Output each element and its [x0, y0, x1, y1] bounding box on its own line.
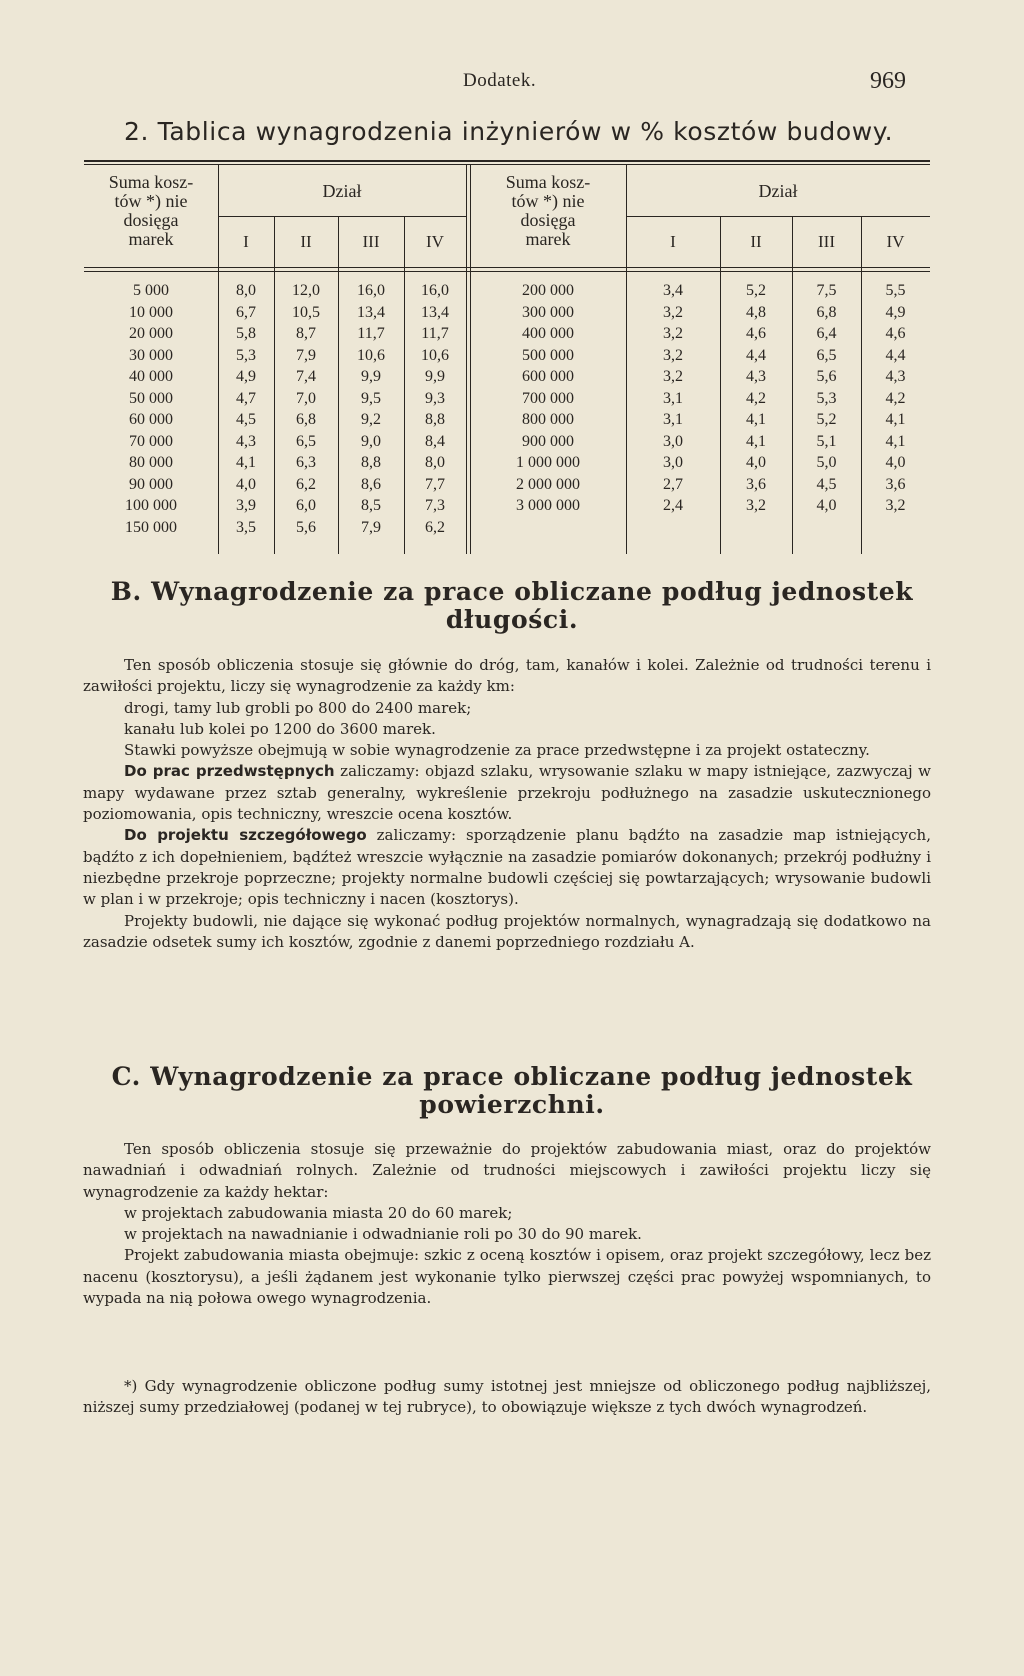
right-table-cell: 5,2 — [816, 411, 837, 428]
header-dzial-right: Dział — [758, 181, 798, 201]
right-table-cell: 4,2 — [746, 389, 766, 407]
right-table-cell: 4,2 — [885, 389, 906, 407]
paragraph-text: zaliczamy: sporządzenie planu bądźto na zasadzie map istniejących, bądźto z ich dopełnieniem, bądźteż wreszcie wyłącznie na zasadzie pomiarów dokonanych; przekrój podłużny i niezbędne przekroje poprzeczne; projekty normalne budowli częściej się powtarzających; wrysowanie budowli w plan i w przekroje; opis techniczny i nacen (kosztorys). — [83, 826, 931, 909]
right-table-cell: 300 000 — [522, 303, 574, 321]
left-table-cell: 7,9 — [296, 346, 316, 364]
paragraph: Projekt zabudowania miasta obejmuje: szkic z oceną kosztów i opisem, oraz projekt szczegółowy, lecz bez nacenu (kosztorysu), a jeśli żądanem jest wykonanie tylko pierwszej części prac powyżej wspomnianych, to wypada na nią połowa owego wynagrodzenia. — [83, 1246, 931, 1308]
right-table-cell: 4,8 — [746, 303, 766, 321]
list-item: kanału lub kolei po 1200 do 3600 marek. — [124, 719, 436, 738]
header-suma-line: Suma kosz- — [108, 172, 194, 192]
right-table-cell: 3,2 — [663, 303, 683, 321]
left-table-cell: 11,7 — [357, 325, 385, 342]
right-table-cell: 4,1 — [746, 432, 766, 450]
list-item: w projektach zabudowania miasta 20 do 60 marek; — [124, 1203, 513, 1222]
left-table-cell: 16,0 — [357, 282, 385, 299]
left-table-cell: 8,5 — [361, 497, 381, 514]
section-b-body — [83, 655, 931, 953]
header-suma-line: Suma kosz- — [505, 172, 591, 192]
left-table-cell: 7,7 — [425, 475, 445, 493]
paragraph: Projekty budowli, nie dające się wykonać podług projektów normalnych, wynagradzają się dodatkowo na zasadzie odsetek sumy ich kosztów, zgodnie z danemi poprzedniego rozdziału A. — [83, 911, 931, 951]
header-suma-line: marek — [128, 229, 174, 249]
right-table-cell: 5,1 — [816, 432, 837, 450]
left-table-cell: 8,0 — [425, 454, 445, 471]
left-table-cell: 8,8 — [425, 411, 445, 428]
right-table-cell: 4,3 — [746, 368, 766, 385]
left-table-cell: 4,7 — [236, 389, 256, 407]
left-table-cell: 4,5 — [236, 411, 256, 428]
header-col-III: III — [818, 232, 835, 251]
left-table-cell: 50 000 — [129, 389, 173, 407]
section-b-heading-line: B. Wynagrodzenie za prace obliczane podług jednostek — [110, 577, 914, 606]
left-table-cell: 6,8 — [296, 411, 316, 428]
right-table-cell: 800 000 — [522, 411, 574, 428]
header-sub-rule-left — [218, 216, 466, 217]
right-table-cell: 3,6 — [746, 475, 766, 493]
left-table-cell: 4,9 — [236, 368, 256, 385]
left-table-cell: 6,3 — [296, 454, 316, 471]
header-col-II: II — [750, 232, 762, 251]
left-table-cell: 60 000 — [129, 411, 173, 428]
left-table-cell: 40 000 — [129, 368, 173, 385]
header-suma-line: marek — [525, 229, 571, 249]
right-table-cell: 4,1 — [746, 411, 766, 428]
header-col-I: I — [670, 232, 676, 251]
header-dzial-left: Dział — [322, 181, 362, 201]
paragraph-text: zaliczamy: objazd szlaku, wrysowanie szlaku w mapy istniejące, zazwyczaj w mapy wydawane przez sztab generalny, wykreślenie przekroju podłużnego na zasadzie uskutecznionego poziomowania, opis techniczny, wreszcie ocena kosztów. — [83, 762, 931, 824]
left-table-cell: 8,6 — [361, 475, 381, 493]
left-table-cell: 6,2 — [425, 518, 445, 536]
left-table-cell: 6,2 — [296, 475, 316, 493]
left-table-cell: 80 000 — [129, 454, 173, 471]
table-title: 2. Tablica wynagrodzenia inżynierów w % kosztów budowy. — [124, 117, 894, 146]
paragraph: Stawki powyższe obejmują w sobie wynagrodzenie za prace przedwstępne i za projekt ostateczny. — [124, 741, 870, 760]
section-c-heading-line: C. Wynagrodzenie za prace obliczane podług jednostek — [111, 1062, 913, 1091]
fee-table — [84, 160, 930, 556]
left-table-cell: 8,4 — [425, 432, 445, 450]
left-table-cell: 9,5 — [361, 389, 381, 407]
header-suma-right — [470, 173, 626, 249]
left-table-cell: 4,1 — [236, 454, 256, 471]
right-table-cell: 3,2 — [663, 325, 683, 342]
header-bottom-rule — [84, 267, 930, 268]
right-table-cell: 3,4 — [663, 282, 683, 299]
left-table-cell: 5,8 — [236, 325, 256, 342]
left-table-cell: 70 000 — [129, 432, 173, 450]
right-table-cell: 200 000 — [522, 282, 574, 299]
header-col-II: II — [300, 232, 312, 251]
running-head — [0, 70, 1024, 98]
right-table-cell: 3,2 — [663, 346, 683, 364]
right-table-cell: 4,9 — [885, 303, 906, 321]
right-table-cell: 4,1 — [885, 432, 906, 450]
right-table-cell: 1 000 000 — [516, 454, 580, 471]
right-table-cell: 4,3 — [885, 368, 906, 385]
header-col-I: I — [243, 232, 249, 251]
left-table-cell: 4,3 — [236, 432, 256, 450]
right-table-cell: 5,0 — [816, 454, 837, 471]
left-table-cell: 13,4 — [357, 303, 385, 321]
right-table-cell: 4,0 — [885, 454, 906, 471]
paragraph — [83, 825, 931, 910]
left-table-cell: 4,0 — [236, 475, 256, 493]
right-table-cell: 3,6 — [885, 475, 906, 493]
footnote — [83, 1376, 931, 1418]
left-table-cell: 10,6 — [421, 346, 449, 364]
left-table-cell: 9,3 — [425, 389, 445, 407]
right-table-cell: 5,2 — [746, 282, 766, 299]
header-col-IV: IV — [886, 232, 905, 251]
left-table-cell: 5 000 — [133, 282, 169, 299]
header-suma-line: tów *) nie — [114, 191, 188, 211]
right-table-cell: 5,3 — [816, 389, 837, 407]
right-table-cell: 6,5 — [816, 346, 837, 364]
col-divider — [466, 164, 467, 554]
right-table-cell: 5,6 — [816, 368, 837, 385]
page-number: 969 — [870, 68, 906, 94]
section-b-heading-line: długości. — [445, 605, 579, 634]
right-table-cell: 3,2 — [663, 368, 683, 385]
left-table-cell: 7,0 — [296, 389, 316, 407]
left-table-cell: 7,9 — [361, 518, 381, 536]
paragraph — [83, 761, 931, 825]
right-table-cell: 4,0 — [816, 497, 837, 514]
run-in-label: Do projektu szczegółowego — [124, 826, 367, 845]
left-table-cell: 10,5 — [292, 303, 320, 321]
right-table-cell: 7,5 — [816, 282, 837, 299]
list-item: drogi, tamy lub grobli po 800 do 2400 marek; — [124, 698, 472, 717]
right-table-cell: 4,5 — [816, 475, 837, 493]
left-table-cell: 6,5 — [296, 432, 316, 450]
paragraph: Ten sposób obliczenia stosuje się przeważnie do projektów zabudowania miast, oraz do projektów nawadniań i odwadniań rolnych. Zależnie od trudności miejscowych i zawiłości projektu liczy się wynagrodzenie za każdy hektar: — [83, 1140, 931, 1201]
table-top-rule-inner — [84, 164, 930, 165]
header-sub-rule-right — [626, 216, 930, 217]
right-table-cell: 3,1 — [663, 411, 683, 428]
right-table-cell: 5,5 — [885, 282, 906, 299]
left-table-cell: 13,4 — [421, 303, 449, 321]
left-table-cell: 30 000 — [129, 346, 173, 364]
paragraph: Ten sposób obliczenia stosuje się głównie do dróg, tam, kanałów i kolei. Zależnie od trudności terenu i zawiłości projektu, liczy się wynagrodzenie za każdy km: — [83, 656, 931, 696]
table-top-rule — [84, 160, 930, 162]
list-item: w projektach na nawadnianie i odwadnianie roli po 30 do 90 marek. — [124, 1225, 642, 1244]
left-table-cell: 10 000 — [129, 303, 173, 321]
right-table-cell: 4,6 — [746, 325, 766, 342]
right-table-cell: 3,0 — [663, 432, 683, 450]
section-b-heading — [82, 578, 942, 634]
left-table-cell: 150 000 — [125, 518, 177, 536]
header-bottom-rule-inner — [84, 271, 930, 272]
left-table-cell: 12,0 — [292, 282, 320, 299]
left-table-cell: 100 000 — [125, 497, 177, 514]
header-suma-left — [84, 173, 218, 249]
right-table-cell: 400 000 — [522, 325, 574, 342]
left-table-cell: 8,7 — [296, 325, 316, 342]
left-table-cell: 7,4 — [296, 368, 316, 385]
right-table-cell: 700 000 — [522, 389, 574, 407]
right-table-cell: 3,2 — [746, 497, 766, 514]
right-table-cell: 3,2 — [885, 497, 906, 514]
right-table-cell: 3,1 — [663, 389, 683, 407]
left-table-cell: 8,8 — [361, 454, 381, 471]
left-table-cell: 3,5 — [236, 518, 256, 536]
right-table-cell: 6,4 — [816, 325, 837, 342]
section-c-body — [83, 1139, 931, 1309]
header-col-IV: IV — [426, 232, 444, 251]
left-table-cell: 20 000 — [129, 325, 173, 342]
running-head-title: Dodatek. — [463, 70, 537, 91]
section-c-heading-line: powierzchni. — [419, 1090, 605, 1119]
left-table-cell: 5,6 — [296, 518, 316, 536]
right-table-cell: 500 000 — [522, 346, 574, 364]
right-table-cell: 3 000 000 — [516, 497, 580, 514]
left-table-cell: 9,0 — [361, 432, 381, 450]
header-col-III: III — [362, 232, 380, 251]
right-table-cell: 4,6 — [885, 325, 906, 342]
left-table-cell: 7,3 — [425, 497, 445, 514]
right-table-cell: 2,7 — [663, 475, 683, 493]
left-table-cell: 5,3 — [236, 346, 256, 364]
right-table-cell: 6,8 — [816, 303, 837, 321]
left-table-cell: 16,0 — [421, 282, 449, 299]
left-table-cell: 9,9 — [361, 368, 381, 385]
right-table-cell: 4,4 — [885, 346, 906, 364]
left-table-cell: 11,7 — [421, 325, 449, 342]
left-table-cell: 10,6 — [357, 346, 385, 364]
left-table-cell: 6,7 — [236, 303, 256, 321]
section-c-heading — [82, 1063, 942, 1119]
right-table-cell: 4,0 — [746, 454, 766, 471]
right-table-cell: 600 000 — [522, 368, 574, 385]
right-table-cell: 2,4 — [663, 497, 683, 514]
right-table-cell: 900 000 — [522, 432, 574, 450]
left-table-cell: 3,9 — [236, 497, 256, 514]
left-table-cell: 9,2 — [361, 411, 381, 428]
right-table-cell: 2 000 000 — [516, 475, 580, 493]
header-suma-line: dosięga — [123, 210, 179, 230]
right-table-cell: 3,0 — [663, 454, 683, 471]
left-table-cell: 90 000 — [129, 475, 173, 493]
header-suma-line: tów *) nie — [511, 191, 585, 211]
run-in-label: Do prac przedwstępnych — [124, 762, 335, 781]
left-table-cell: 6,0 — [296, 497, 316, 514]
left-table-cell: 9,9 — [425, 368, 445, 385]
left-table-cell: 8,0 — [236, 282, 256, 299]
footnote-text: *) Gdy wynagrodzenie obliczone podług sumy istotnej jest mniejsze od obliczonego podług najbliższej, niższej sumy przedziałowej (podanej w tej rubryce), to obowiązuje większe z tych dwóch wynagrodzeń. — [83, 1377, 931, 1416]
right-table-cell: 4,4 — [746, 346, 766, 364]
header-suma-line: dosięga — [520, 210, 576, 230]
right-table-cell: 4,1 — [885, 411, 906, 428]
